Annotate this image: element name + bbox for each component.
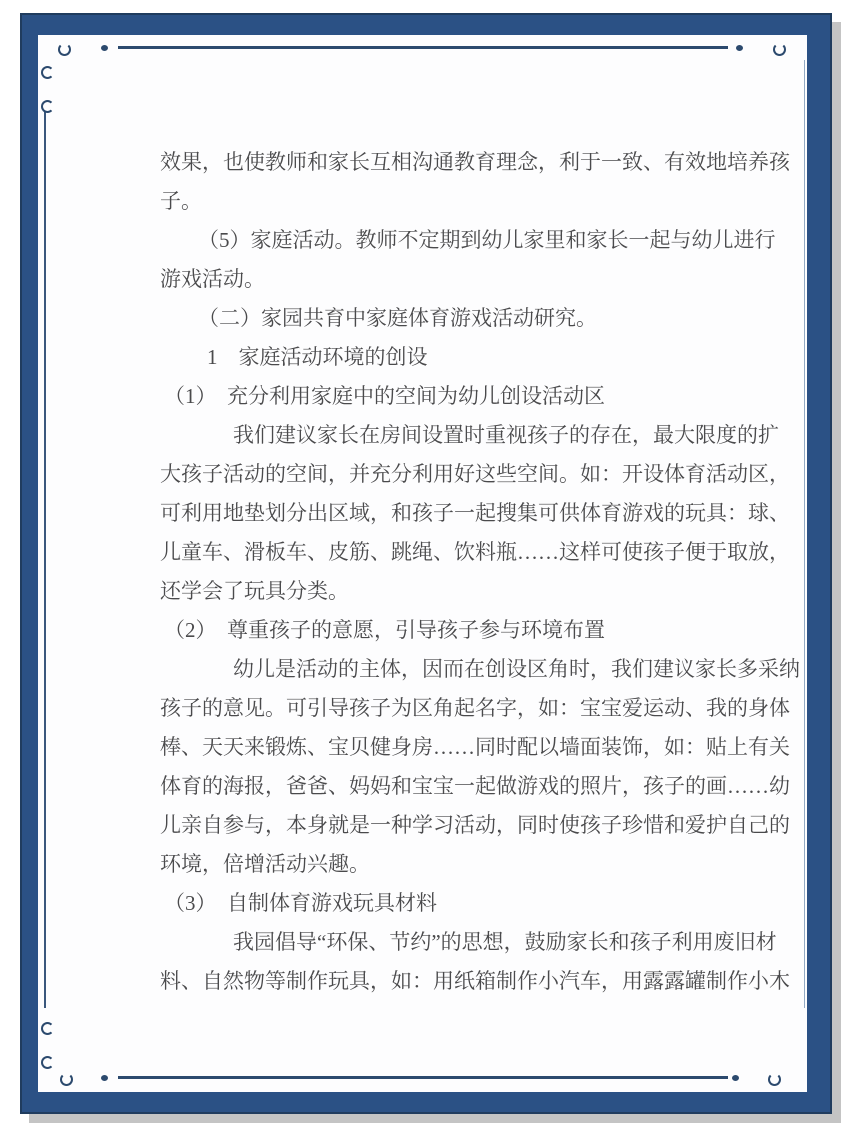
text-line: 可利用地垫划分出区域，和孩子一起搜集可供体育游戏的玩具：球、 <box>160 501 790 525</box>
text-line: （1） 充分利用家庭中的空间为幼儿创设活动区 <box>164 384 605 408</box>
border-ornament-dot-top-right <box>736 45 743 51</box>
border-ornament-bottom-rule <box>118 1076 728 1079</box>
border-ornament-arc-left-edge <box>41 1022 54 1035</box>
text-line: 游戏活动。 <box>160 267 265 291</box>
text-line: 我们建议家长在房间设置时重视孩子的存在，最大限度的扩 <box>233 423 779 447</box>
border-ornament-arc-bottom-left <box>60 1073 73 1086</box>
text-line: 幼儿是活动的主体，因而在创设区角时，我们建议家长多采纳 <box>233 657 800 681</box>
border-ornament-arc-left-edge <box>41 66 54 79</box>
decorative-border-frame <box>20 13 832 1114</box>
border-ornament-dot-top-left <box>101 45 108 51</box>
border-ornament-arc-top-left <box>58 43 71 56</box>
border-ornament-left-rule <box>44 112 46 1008</box>
border-ornament-top-rule <box>118 46 728 49</box>
text-line: 我园倡导“环保、节约”的思想，鼓励家长和孩子利用废旧材 <box>233 930 777 954</box>
text-line: 大孩子活动的空间，并充分利用好这些空间。如：开设体育活动区， <box>160 462 790 486</box>
border-ornament-dot-bottom-right <box>732 1075 739 1081</box>
text-line: 子。 <box>160 189 202 213</box>
text-line: （5）家庭活动。教师不定期到幼儿家里和家长一起与幼儿进行 <box>198 228 776 252</box>
text-line: 料、自然物等制作玩具，如：用纸箱制作小汽车，用露露罐制作小木 <box>160 969 790 993</box>
text-line: 环境，倍增活动兴趣。 <box>160 852 370 876</box>
text-line: 棒、天天来锻炼、宝贝健身房……同时配以墙面装饰，如：贴上有关 <box>160 735 790 759</box>
border-ornament-arc-bottom-right <box>768 1073 781 1086</box>
text-line: 1 家庭活动环境的创设 <box>207 345 428 369</box>
text-line: 孩子的意见。可引导孩子为区角起名字，如：宝宝爱运动、我的身体 <box>160 696 790 720</box>
text-line: （2） 尊重孩子的意愿，引导孩子参与环境布置 <box>164 618 605 642</box>
text-line: 儿亲自参与，本身就是一种学习活动，同时使孩子珍惜和爱护自己的 <box>160 813 790 837</box>
text-line: 体育的海报，爸爸、妈妈和宝宝一起做游戏的照片，孩子的画……幼 <box>160 774 790 798</box>
document-page <box>38 35 807 1092</box>
text-line: （3） 自制体育游戏玩具材料 <box>164 891 437 915</box>
text-line: 还学会了玩具分类。 <box>160 579 349 603</box>
border-ornament-arc-left-edge <box>41 1056 54 1069</box>
border-ornament-arc-left-edge <box>41 100 54 113</box>
border-ornament-dot-bottom-left <box>101 1075 108 1081</box>
text-line: 儿童车、滑板车、皮筋、跳绳、饮料瓶……这样可使孩子便于取放， <box>160 540 790 564</box>
border-ornament-arc-top-right <box>773 43 786 56</box>
page-content <box>160 143 800 1001</box>
border-ornament-right-rule <box>804 60 805 1008</box>
text-line: （二）家园共育中家庭体育游戏活动研究。 <box>198 306 597 330</box>
text-line: 效果，也使教师和家长互相沟通教育理念，利于一致、有效地培养孩 <box>160 150 790 174</box>
